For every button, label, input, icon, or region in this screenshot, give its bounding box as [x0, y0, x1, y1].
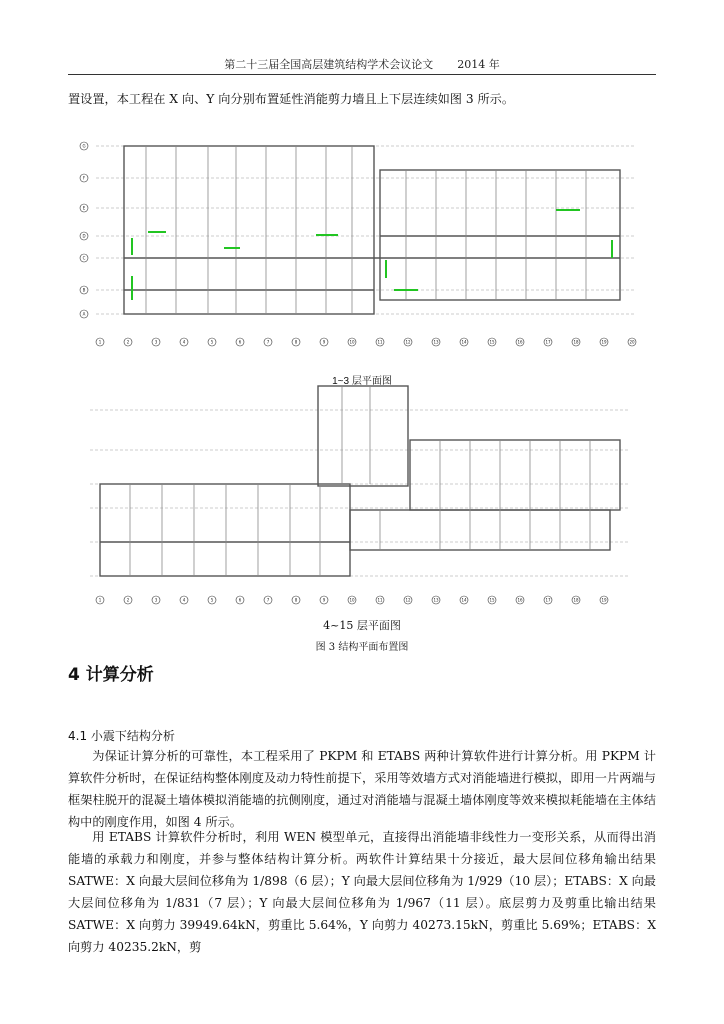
svg-text:18: 18	[573, 597, 579, 603]
svg-text:2: 2	[126, 339, 130, 345]
svg-text:5: 5	[210, 339, 214, 345]
svg-text:14: 14	[461, 597, 467, 603]
svg-text:E: E	[82, 205, 86, 211]
svg-text:1: 1	[98, 597, 102, 603]
figure1-caption: 1~3 层平面图	[332, 376, 392, 387]
svg-text:6: 6	[238, 339, 242, 345]
svg-text:12: 12	[405, 339, 411, 345]
figure-caption: 图 3 结构平面布置图	[315, 642, 409, 653]
svg-text:12: 12	[405, 597, 411, 603]
svg-text:B: B	[82, 287, 86, 293]
figure2-caption: 4~15 层平面图	[323, 619, 401, 632]
svg-text:16: 16	[517, 597, 523, 603]
svg-text:18: 18	[573, 339, 579, 345]
svg-text:13: 13	[433, 597, 439, 603]
svg-text:C: C	[82, 255, 86, 261]
svg-text:D: D	[82, 233, 86, 239]
svg-text:7: 7	[266, 597, 270, 603]
floor-plan-4-15	[70, 380, 636, 610]
floor-plan-1-3	[76, 130, 644, 354]
svg-text:20: 20	[629, 339, 635, 345]
svg-text:11: 11	[377, 597, 383, 603]
svg-text:8: 8	[294, 339, 298, 345]
svg-text:8: 8	[294, 597, 298, 603]
svg-text:15: 15	[489, 597, 495, 603]
svg-text:14: 14	[461, 339, 467, 345]
svg-text:6: 6	[238, 597, 242, 603]
svg-text:3: 3	[154, 339, 158, 345]
svg-text:4: 4	[182, 339, 186, 345]
intro-line: 置设置，本工程在 X 向、Y 向分别布置延性消能剪力墙且上下层连续如图 3 所示。	[68, 92, 515, 106]
section-4-1-heading: 4.1 小震下结构分析	[68, 729, 175, 743]
svg-text:17: 17	[545, 339, 551, 345]
svg-text:G: G	[82, 143, 86, 149]
svg-text:4: 4	[182, 597, 186, 603]
svg-text:17: 17	[545, 597, 551, 603]
svg-text:3: 3	[154, 597, 158, 603]
paragraph-2: 用 ETABS 计算软件分析时，利用 WEN 模型单元，直接得出消能墙非线性力一变形关系，从而得出消能墙的承载力和刚度，并参与整体结构计算分析。两软件计算结果十分接近，最大层间位移角输出结果 SATWE：X 向最大层间位移角为 1/898（6 层）；Y 向最大层间位移角为 1/929（10 层）；ETABS：X 向最大层间位移角为 1/831（7 层）；Y 向最大层间位移角为 1/967（11 层）。底层剪力及剪重比输出结果 SATWE：X 向剪力 39949.64kN，剪重比 5.64%，Y 向剪力 40273.15kN，剪重比 5.69%；ETABS：X 向剪力 40235.2kN，剪	[68, 830, 656, 954]
section-4-heading: 4 计算分析	[68, 665, 154, 685]
svg-text:11: 11	[377, 339, 383, 345]
svg-text:19: 19	[601, 597, 607, 603]
svg-text:7: 7	[266, 339, 270, 345]
paragraph-1: 为保证计算分析的可靠性，本工程采用了 PKPM 和 ETABS 两种计算软件进行计算分析。用 PKPM 计算软件分析时，在保证结构整体刚度及动力特性前提下，采用等效墙方式对消能墙进行模拟，即用一片两端与框架柱脱开的混凝土墙体模拟消能墙的抗侧刚度，通过对消能墙与混凝土墙体刚度等效来模拟耗能墙在主体结构中的刚度作用，如图 4 所示。	[68, 749, 656, 829]
svg-text:9: 9	[322, 597, 326, 603]
svg-text:5: 5	[210, 597, 214, 603]
svg-text:10: 10	[349, 339, 355, 345]
svg-text:13: 13	[433, 339, 439, 345]
svg-text:10: 10	[349, 597, 355, 603]
header-title: 第二十三届全国高层建筑结构学术会议论文	[224, 58, 434, 71]
svg-text:F: F	[82, 175, 86, 181]
svg-text:16: 16	[517, 339, 523, 345]
svg-text:1: 1	[98, 339, 102, 345]
svg-text:15: 15	[489, 339, 495, 345]
header-year: 2014 年	[457, 58, 500, 71]
running-header	[68, 56, 656, 75]
svg-text:2: 2	[126, 597, 130, 603]
svg-text:19: 19	[601, 339, 607, 345]
svg-text:9: 9	[322, 339, 326, 345]
svg-text:A: A	[82, 311, 86, 317]
